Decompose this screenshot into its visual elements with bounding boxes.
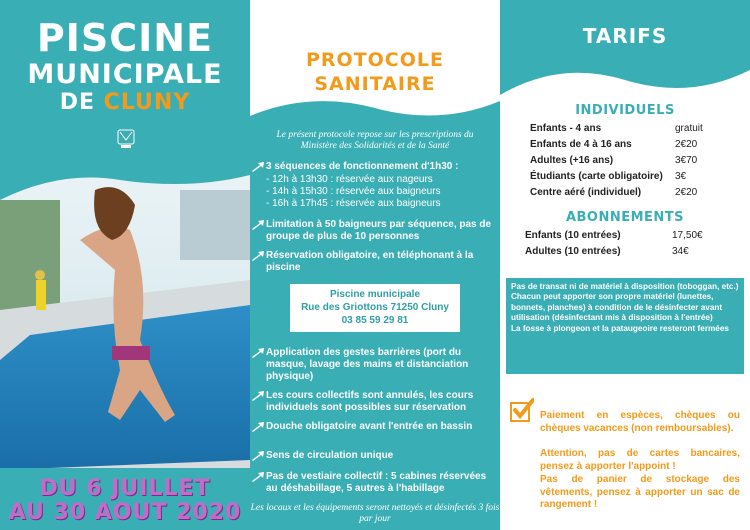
price-value: 3€ [675, 171, 687, 182]
arrow-icon [252, 472, 264, 482]
sanitaire-title: SANITAIRE [314, 73, 436, 95]
payment-methods: Paiement en espèces, chèques ou chèques vacances (non remboursables). [540, 410, 740, 434]
middle-panel [250, 0, 500, 530]
title-de-cluny [0, 90, 250, 116]
title-cluny: CLUNY [103, 90, 191, 115]
protocole-title: PROTOCOLE [305, 49, 444, 71]
protocole-item-sequences: 3 séquences de fonctionnement d'1h30 : [266, 161, 459, 172]
teal-header-wave [500, 0, 750, 110]
price-label: Enfants de 4 à 16 ans [530, 139, 632, 150]
price-value: gratuit [675, 123, 703, 134]
payment-no-card: Attention, pas de cartes bancaires, pensez à apporter l'appoint ! [540, 448, 740, 472]
payment-no-basket: Pas de panier de stockage des vêtements, pensez à apporter un sac de rangement ! [540, 474, 740, 510]
price-value: 17,50€ [672, 230, 703, 241]
contact-name: Piscine municipale [329, 289, 421, 300]
individuels-title: INDIVIDUELS [575, 103, 675, 118]
price-value: 34€ [672, 246, 689, 257]
arrow-icon [252, 422, 264, 432]
price-value: 3€70 [675, 155, 698, 166]
price-label: Centre aéré (individuel) [530, 187, 642, 198]
protocole-item-douche: Douche obligatoire avant l'entrée en bassin [266, 421, 473, 432]
cluny-crest-icon [115, 122, 137, 152]
protocole-item-vestiaire: Pas de vestiaire collectif : 5 cabines réservées au déshabillage, 5 autres à l'habillage [266, 471, 487, 494]
notice-line: Pas de transat ni de matériel à disposition (toboggan, etc.) [511, 282, 739, 291]
abonnements-title: ABONNEMENTS [565, 210, 685, 225]
protocole-item-cours: Les cours collectifs sont annulés, les cours individuels sont possibles sur réservation [266, 390, 474, 413]
price-label: Étudiants (carte obligatoire) [530, 171, 663, 182]
contact-address: Rue des Griottons 71250 Cluny [301, 302, 449, 313]
notice-box [506, 278, 744, 374]
date-start: DU 6 JUILLET [39, 476, 211, 501]
sequence-1: - 12h à 13h30 : réservée aux nageurs [266, 174, 433, 185]
price-label: Enfants (10 entrées) [525, 230, 621, 241]
price-label: Adultes (10 entrées) [525, 246, 621, 257]
notice-line: Chacun peut apporter son propre matériel (lunettes, bonnets, planches) à condition de le désinfecter avant utilisation (désinfectant mis à disposition à l'entrée) [511, 292, 723, 323]
protocole-item-circulation: Sens de circulation unique [266, 450, 394, 461]
arrow-icon [252, 162, 264, 172]
protocole-footer: Les locaux et les équipements seront nettoyés et désinfectés 3 fois par jour [250, 503, 500, 524]
arrow-icon [252, 348, 264, 358]
contact-box [290, 284, 460, 332]
price-value: 2€20 [675, 187, 698, 198]
title-municipale: MUNICIPALE [27, 59, 223, 90]
protocole-item-gestes: Application des gestes barrières (port du masque, lavage des mains et distanciation physique) [266, 347, 469, 382]
title-piscine: PISCINE [36, 16, 214, 60]
left-panel [0, 0, 250, 530]
notice-line: La fosse à plongeon et la pataugeoire resteront fermées [511, 323, 729, 333]
arrow-icon [252, 391, 264, 401]
price-label: Adultes (+16 ans) [530, 155, 614, 166]
protocole-intro: Le présent protocole repose sur les prescriptions du Ministère des Solidarités et de la Santé [276, 130, 474, 151]
protocole-item-reservation: Réservation obligatoire, en téléphonant à la piscine [266, 250, 474, 273]
tarifs-title: TARIFS [582, 24, 668, 48]
protocole-item-limitation: Limitation à 50 baigneurs par séquence, pas de groupe de plus de 10 personnes [266, 219, 492, 242]
swimmer-photo [0, 160, 250, 470]
arrow-icon [252, 251, 264, 261]
price-label: Enfants - 4 ans [530, 123, 602, 134]
checkmark-icon [510, 398, 534, 422]
sequence-2: - 14h à 15h30 : réservée aux baigneurs [266, 186, 441, 197]
arrow-icon [252, 451, 264, 461]
sequence-3: - 16h à 17h45 : réservée aux baigneurs [266, 198, 441, 209]
date-end: AU 30 AOUT 2020 [8, 500, 242, 525]
price-value: 2€20 [675, 139, 698, 150]
arrow-icon [252, 220, 264, 230]
contact-phone: 03 85 59 29 81 [341, 315, 409, 326]
title-de: DE [59, 90, 104, 115]
right-panel [500, 0, 750, 530]
